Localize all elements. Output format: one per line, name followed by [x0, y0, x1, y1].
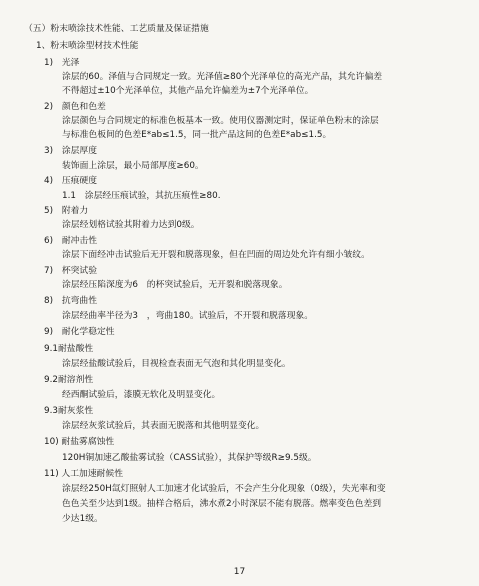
item-heading: 3) 涂层厚度: [44, 146, 98, 156]
item-heading: 1) 光泽: [44, 58, 80, 68]
item-body-line: 涂层经灰浆试验后，其表面无脱落和其他明显变化。: [62, 421, 265, 431]
item-body-line: 涂层经250H氙灯照射人工加速才化试验后，不会产生分化现象（0级），失光率和变: [62, 484, 386, 494]
item-body-line: 涂层经盐酸试验后，目视检查表面无气泡和其化明显变化。: [62, 359, 291, 369]
item-body-line: 120H铜加速乙酸盐雾试验（CASS试验），其保护等级R≥9.5级。: [62, 453, 317, 463]
item-body-line: 涂层下面经冲击试验后无开裂和脱落现象，但在凹面的周边处允许有细小皱纹。: [62, 250, 370, 260]
section-title: （五）粉末喷涂技术性能、工艺质量及保证措施: [24, 24, 209, 34]
item-heading: 9) 耐化学稳定性: [44, 327, 115, 337]
page-number: 17: [233, 567, 246, 577]
item-heading: 9.2耐溶剂性: [44, 375, 94, 385]
item-body-line: 涂层经划格试验其附着力达到0级。: [62, 220, 200, 230]
item-body-line: 色色关至少达到1级。抽样合格后，沸水煮2小时深层不能有脱落。燃率变色色差到: [62, 499, 382, 509]
item-heading: 9.3耐灰浆性: [44, 406, 94, 416]
item-body-line: 涂层经曲率半径为3 ，弯曲180。试验后，不开裂和脱落现象。: [62, 311, 314, 321]
item-heading: 11) 人工加速耐候性: [44, 469, 124, 479]
item-heading: 2) 颜色和色差: [44, 102, 106, 112]
item-heading: 4) 压痕硬度: [44, 176, 98, 186]
item-heading: 8) 抗弯曲性: [44, 296, 98, 306]
item-body-line: 涂层的60。泽值与合同规定一致。光泽值≥80个光泽单位的高光产品，其允许偏差: [62, 72, 383, 82]
item-heading: 9.1耐盐酸性: [44, 344, 94, 354]
item-heading: 5) 附着力: [44, 206, 89, 216]
subsection-title: 1、粉末喷涂型材技术性能: [36, 41, 139, 51]
item-body-line: 与标准色板间的色差E*ab≤1.5，同一批产品这间的色差E*ab≤1.5。: [62, 130, 332, 140]
item-body-line: 1.1 涂层经压痕试验，其抗压痕性≥80.: [62, 191, 221, 201]
item-body-line: 装饰面上涂层，最小局部厚度≥60。: [62, 161, 204, 171]
item-body-line: 涂层颜色与合同规定的标准色板基本一致。使用仪器测定时，保证单色粉末的涂层: [62, 116, 379, 126]
item-heading: 7) 杯突试验: [44, 266, 98, 276]
item-body-line: 涂层经压陷深度为6 的杯突试验后，无开裂和脱落现象。: [62, 280, 288, 290]
item-body-line: 少达1级。: [62, 514, 103, 524]
item-body-line: 经西酮试验后，漆膜无软化及明显变化。: [62, 390, 221, 400]
item-heading: 6) 耐冲击性: [44, 236, 98, 246]
item-heading: 10) 耐盐雾腐蚀性: [44, 437, 115, 447]
item-body-line: 不得超过±10个光泽单位，其他产品允许偏差为±7个光泽单位。: [62, 86, 314, 96]
